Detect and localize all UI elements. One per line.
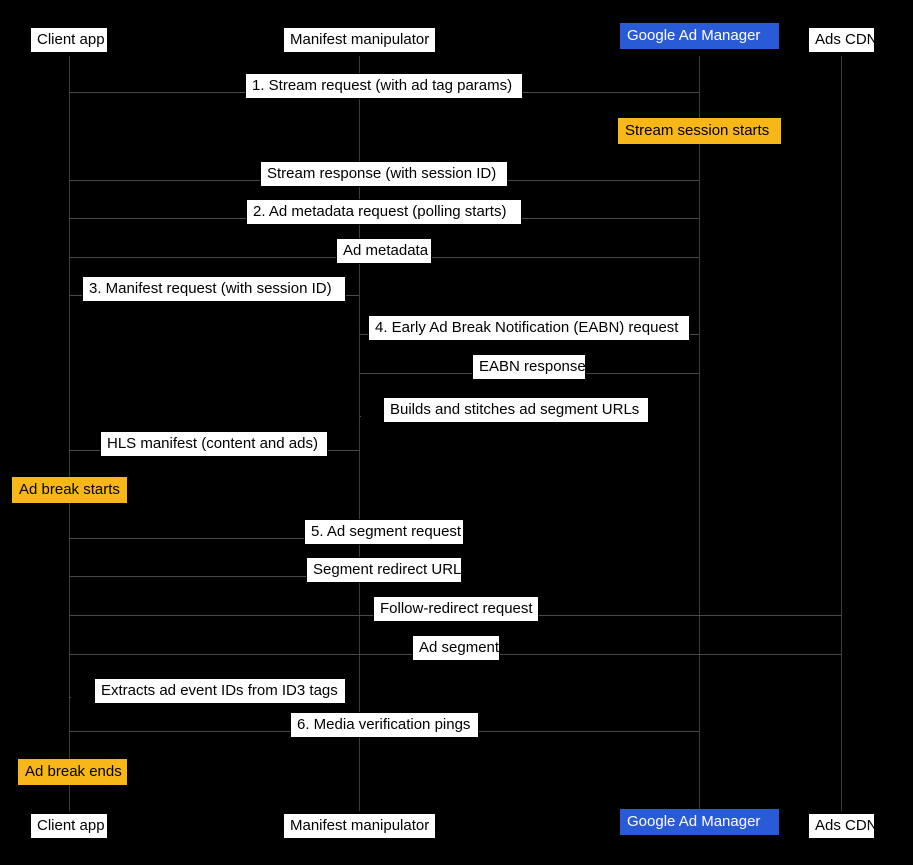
note-label: Ad break ends [18, 759, 127, 785]
message-arrow [359, 416, 361, 417]
lifeline-2 [699, 56, 700, 811]
participant-bottom-0: Client app [30, 813, 108, 839]
participant-top-3: Ads CDN [808, 27, 875, 53]
participant-top-1: Manifest manipulator [283, 27, 436, 53]
participant-bottom-2: Google Ad Manager [620, 809, 779, 835]
message-arrow [69, 697, 71, 698]
message-label: 3. Manifest request (with session ID) [82, 276, 346, 302]
participant-bottom-1: Manifest manipulator [283, 813, 436, 839]
note-label: Ad break starts [12, 477, 127, 503]
message-label: Ad segment [412, 635, 500, 661]
message-label: 4. Early Ad Break Notification (EABN) request [368, 315, 690, 341]
message-label: 1. Stream request (with ad tag params) [245, 73, 523, 99]
participant-top-2: Google Ad Manager [620, 23, 779, 49]
message-label: EABN response [472, 354, 586, 380]
message-label: Follow-redirect request [373, 596, 539, 622]
message-label: Builds and stitches ad segment URLs [383, 397, 649, 423]
note-label: Stream session starts [618, 118, 781, 144]
message-label: Stream response (with session ID) [260, 161, 508, 187]
message-label: Extracts ad event IDs from ID3 tags [94, 678, 346, 704]
message-label: 6. Media verification pings [290, 712, 479, 738]
message-label: 5. Ad segment request [304, 519, 464, 545]
participant-bottom-3: Ads CDN [808, 813, 875, 839]
message-label: 2. Ad metadata request (polling starts) [246, 199, 522, 225]
message-label: Ad metadata [336, 238, 432, 264]
lifeline-3 [841, 56, 842, 811]
message-label: HLS manifest (content and ads) [100, 431, 328, 457]
participant-top-0: Client app [30, 27, 108, 53]
message-label: Segment redirect URL [306, 557, 462, 583]
